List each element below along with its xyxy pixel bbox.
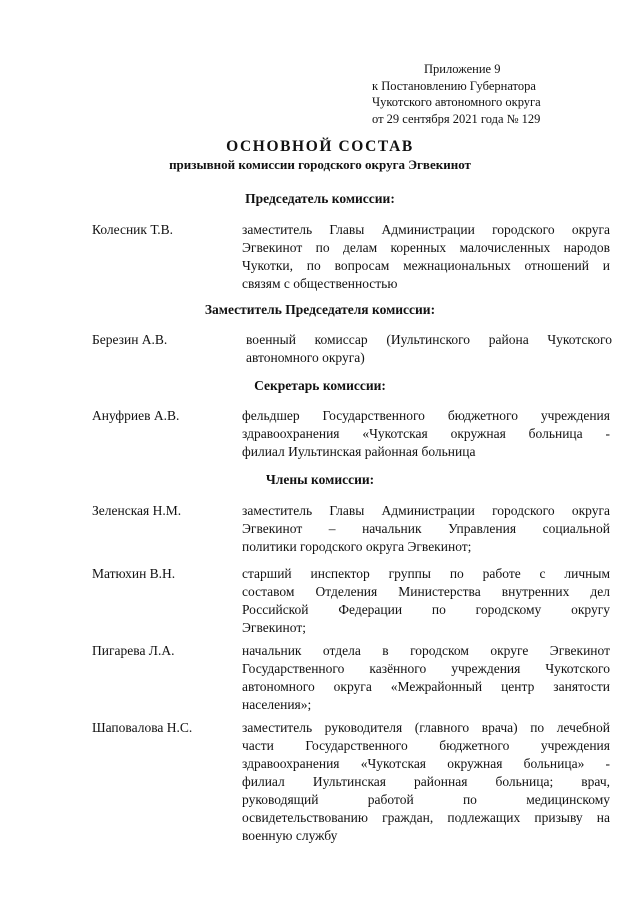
section-heading-members: Члены комиссии:: [265, 472, 375, 487]
description-line: заместитель Главы Администрации городского округа: [242, 503, 610, 518]
description-line: военную службу: [242, 828, 338, 843]
description-line: автономного округа): [246, 350, 365, 365]
description-line: автономного округа «Межрайонный центр занятости: [242, 679, 610, 694]
section-heading-deputy: Заместитель Председателя комиссии:: [204, 302, 436, 317]
description-line: Эгвекинот по делам коренных малочисленных народов: [242, 240, 610, 255]
member-description: [242, 502, 610, 556]
description-line: здравоохранения «Чукотская окружная больница» -: [242, 756, 610, 771]
member-name: Зеленская Н.М.: [92, 503, 182, 518]
member-name: Березин А.В.: [92, 332, 168, 347]
description-line: населения»;: [242, 697, 312, 712]
member-name: Колесник Т.В.: [92, 222, 173, 237]
member-description: [242, 642, 610, 714]
description-line: составом Отделения Министерства внутренних дел: [242, 584, 610, 599]
member-description: [246, 331, 612, 367]
description-line: заместитель руководителя (главного врача) по лечебной: [242, 720, 610, 735]
description-line: Чукотки, по вопросам межнациональных отношений и: [242, 258, 610, 273]
document-subtitle: призывной комиссии городского округа Эгвекинот: [169, 157, 471, 172]
description-line: политики городского округа Эгвекинот;: [242, 539, 472, 554]
appendix-line: Чукотского автономного округа: [372, 95, 541, 109]
description-line: Российской Федерации по городскому округу: [242, 602, 610, 617]
description-line: Эгвекинот;: [242, 620, 306, 635]
member-name: Ануфриев А.В.: [92, 408, 180, 423]
appendix-line: Приложение 9: [424, 62, 501, 76]
description-line: начальник отдела в городском округе Эгвекинот: [242, 643, 610, 658]
description-line: части Государственного бюджетного учреждения: [242, 738, 610, 753]
description-line: военный комиссар (Иультинского района Чукотского: [246, 332, 612, 347]
appendix-line: к Постановлению Губернатора: [372, 78, 536, 93]
description-line: фельдшер Государственного бюджетного учреждения: [242, 408, 610, 423]
member-description: [242, 221, 610, 293]
section-heading-chairman: Председатель комиссии:: [245, 191, 395, 206]
document-title: ОСНОВНОЙ СОСТАВ: [226, 138, 414, 155]
member-name: Матюхин В.Н.: [92, 566, 176, 581]
description-line: руководящий работой по медицинскому: [242, 792, 610, 807]
description-line: Эгвекинот – начальник Управления социальной: [242, 521, 610, 536]
description-line: здравоохранения «Чукотская окружная больница -: [242, 426, 610, 441]
member-name: Шаповалова Н.С.: [92, 720, 193, 735]
appendix-line: от 29 сентября 2021 года № 129: [372, 111, 541, 126]
member-description: [242, 565, 610, 637]
member-description: [242, 719, 610, 845]
description-line: Государственного казённого учреждения Чукотского: [242, 661, 610, 676]
description-line: заместитель Главы Администрации городского округа: [242, 222, 610, 237]
description-line: освидетельствованию граждан, подлежащих призыву на: [242, 810, 610, 825]
description-line: филиал Иультинская районная больница; врач,: [242, 774, 610, 789]
description-line: связям с общественностью: [242, 276, 398, 291]
description-line: филиал Иультинская районная больница: [242, 444, 476, 459]
member-description: [242, 407, 610, 461]
appendix-block: [372, 61, 541, 127]
section-heading-secretary: Секретарь комиссии:: [254, 378, 386, 393]
description-line: старший инспектор группы по работе с личным: [242, 566, 610, 581]
member-name: Пигарева Л.А.: [92, 643, 175, 658]
